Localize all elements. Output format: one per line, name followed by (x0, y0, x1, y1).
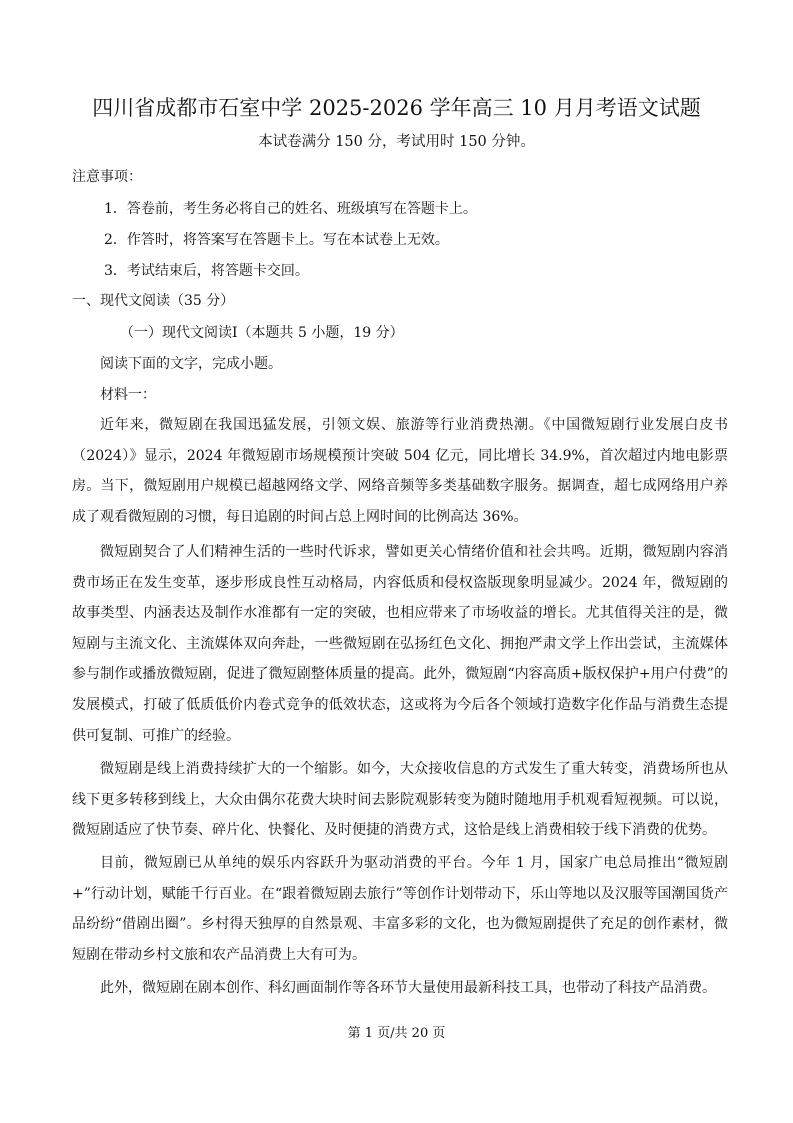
section-heading: 一、现代文阅读（35 分） (72, 293, 235, 309)
paragraph-5: 此外，微短剧在剧本创作、科幻画面制作等各环节大量使用最新科技工具，也带动了科技产品消费。 (100, 980, 716, 996)
notice-item-1: 1．答卷前，考生务必将自己的姓名、班级填写在答题卡上。 (104, 201, 477, 217)
paragraph-4: 目前，微短剧已从单纯的娱乐内容跃升为驱动消费的平台。今年 1 月，国家广电总局推出“微短剧+”行动计划，赋能千行百业。在“跟着微短剧去旅行”等创作计划带动下，乐山等地以及汉服等国潮国货产品纷纷“借剧出圈”。乡村得天独厚的自然景观、丰富多彩的文化，也为微短剧提供了充足的创作素材，微短剧在带动乡村文旅和农产品消费上大有可为。 (72, 855, 728, 963)
page-number: 第 1 页/共 20 页 (347, 1026, 446, 1041)
section-subheading: （一）现代文阅读Ⅰ（本题共 5 小题，19 分） (120, 325, 404, 341)
exam-subtitle: 本试卷满分 150 分，考试用时 150 分钟。 (258, 134, 535, 150)
notice-item-2: 2．作答时，将答案写在答题卡上。写在本试卷上无效。 (104, 232, 449, 248)
paragraph-1: 近年来，微短剧在我国迅猛发展，引领文娱、旅游等行业消费热潮。《中国微短剧行业发展白皮书（2024）》显示，2024 年微短剧市场规模预计突破 504 亿元，同比增长 34.9%，首次超过内地电影票房。当下，微短剧用户规模已超越网络文学、网络音频等多类基础数字服务。据调查，超七成网络用户养成了观看微短剧的习惯，每日追剧的时间占总上网时间的比例高达 36%。 (72, 417, 728, 525)
paragraph-3: 微短剧是线上消费持续扩大的一个缩影。如今，大众接收信息的方式发生了重大转变，消费场所也从线下更多转移到线上，大众由偶尔花费大块时间去影院观影转变为随时随地用手机观看短视频。可以说，微短剧适应了快节奏、碎片化、快餐化、及时便捷的消费方式，这恰是线上消费相较于线下消费的优势。 (72, 761, 728, 839)
notice-heading: 注意事项： (72, 169, 142, 185)
notice-item-3: 3．考试结束后，将答题卡交回。 (104, 263, 309, 279)
exam-title: 四川省成都市石室中学 2025-2026 学年高三 10 月月考语文试题 (92, 96, 701, 120)
reading-instruction: 阅读下面的文字，完成小题。 (100, 356, 282, 372)
material-label: 材料一： (100, 387, 156, 403)
paragraph-2: 微短剧契合了人们精神生活的一些时代诉求，譬如更关心情绪价值和社会共鸣。近期，微短剧内容消费市场正在发生变革，逐步形成良性互动格局，内容低质和侵权盗版现象明显减少。2024 年，微短剧的故事类型、内涵表达及制作水准都有一定的突破，也相应带来了市场收益的增长。尤其值得关注的是，微短剧与主流文化、主流媒体双向奔赴，一些微短剧在弘扬红色文化、拥抱严肃文学上作出尝试，主流媒体参与制作或播放微短剧，促进了微短剧整体质量的提高。此外，微短剧“内容高质+版权保护+用户付费”的发展模式，打破了低质低价内卷式竞争的低效状态，这或将为今后各个领域打造数字化作品与消费生态提供可复制、可推广的经验。 (72, 544, 728, 744)
